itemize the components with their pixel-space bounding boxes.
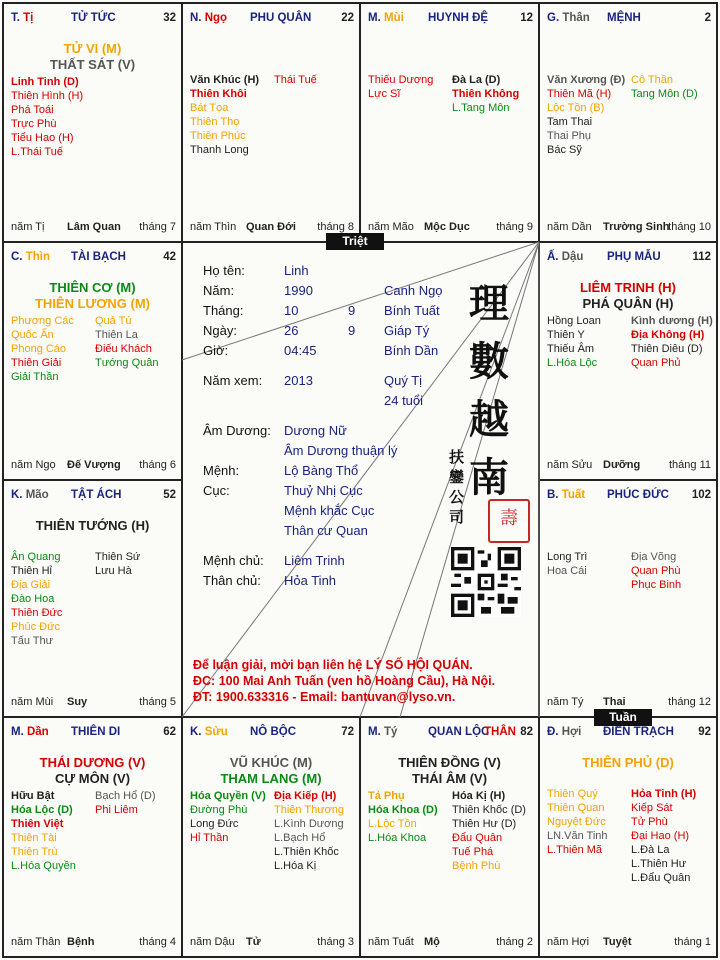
day-solar: 26 — [284, 323, 299, 338]
palace-number: 92 — [698, 726, 711, 738]
minor-star: LN.Văn Tinh — [547, 830, 608, 842]
minor-star: Hoa Cái — [547, 565, 587, 577]
palace-header — [190, 12, 354, 28]
minor-star: Thiên Đức — [11, 607, 63, 619]
minor-star: Quan Phù — [631, 565, 681, 577]
palace-header — [11, 726, 176, 742]
major-star: PHÁ QUÂN (H) — [582, 296, 674, 311]
minor-stars-right — [452, 73, 519, 115]
palace-number: 52 — [163, 489, 176, 501]
palace-month: tháng 9 — [496, 221, 533, 233]
major-star: CỰ MÔN (V) — [54, 771, 131, 786]
palace-year: năm Hợi — [547, 936, 590, 948]
minor-stars-right — [631, 73, 698, 101]
than-cu-value: Thân cư Quan — [284, 523, 368, 538]
palace-branch: T. Tị — [11, 12, 34, 24]
palace-month: tháng 7 — [139, 221, 176, 233]
palace-header — [547, 12, 711, 28]
minor-star: Thiên Quý — [547, 788, 598, 800]
palace-name: PHỤ MẪU — [607, 251, 661, 263]
palace-month: tháng 6 — [139, 459, 176, 471]
minor-star: Đường Phù — [190, 804, 248, 816]
minor-star: Thai Phụ — [547, 130, 592, 142]
minor-star: L.Đẩu Quân — [631, 872, 691, 884]
palace-dan — [3, 717, 182, 957]
minor-star: L.Lộc Tồn — [368, 818, 417, 830]
major-stars — [3, 280, 182, 312]
palace-name: NÔ BỘC — [250, 726, 296, 738]
palace-name: HUYNH ĐỆ — [428, 12, 489, 24]
hour-can: Bính Dần — [384, 343, 439, 358]
minor-stars-left — [11, 75, 83, 159]
amduong-value: Dương Nữ — [284, 423, 347, 438]
major-star: THẤT SÁT (V) — [49, 57, 136, 72]
minor-star: L.Kình Dương — [274, 818, 344, 830]
minor-stars-right — [274, 789, 344, 873]
palace-stage: Lâm Quan — [67, 221, 121, 233]
minor-star: Kình dương (H) — [631, 315, 713, 327]
palace-number: 22 — [341, 12, 354, 24]
minor-star: Tấu Thư — [11, 635, 54, 647]
palace-number: 112 — [692, 251, 711, 263]
minor-star: Thiên Việt — [11, 818, 64, 830]
minor-stars-left — [368, 789, 438, 845]
minor-star: Nguyệt Đức — [547, 816, 606, 828]
palace-footer — [368, 936, 533, 950]
minor-star: Thiên Thọ — [190, 116, 240, 128]
qr-code-image — [451, 547, 521, 617]
minor-star: Bát Tọa — [190, 102, 229, 114]
minor-star: Phượng Các — [11, 315, 74, 327]
minor-stars-left — [11, 550, 62, 648]
minor-star: Thiên Trù — [11, 846, 58, 858]
palace-footer — [11, 221, 176, 235]
palace-than — [539, 3, 717, 242]
menh-value: Lộ Bàng Thổ — [284, 463, 359, 478]
minor-stars-left — [190, 73, 259, 157]
minor-star: Bệnh Phù — [452, 860, 501, 872]
amduong-label: Âm Dương: — [203, 423, 271, 438]
palace-name: TÀI BẠCH — [71, 251, 126, 263]
day-can: Giáp Tý — [384, 323, 430, 338]
minor-stars-right — [95, 550, 140, 578]
minor-star: Lộc Tồn (B) — [547, 102, 605, 114]
palace-name: TẬT ÁCH — [71, 489, 122, 501]
major-star: THIÊN CƠ (M) — [49, 280, 136, 295]
month-can: Bính Tuất — [384, 303, 440, 318]
minor-star: Thiên Khốc (D) — [452, 804, 526, 816]
palace-header — [190, 726, 354, 742]
palace-dau — [539, 242, 717, 480]
minor-star: Quan Phủ — [631, 357, 681, 369]
minor-stars-right — [452, 789, 526, 873]
palace-month: tháng 4 — [139, 936, 176, 948]
minor-star: Giải Thần — [11, 371, 59, 383]
palace-month: tháng 11 — [668, 459, 711, 471]
minor-star: Tiểu Hao (H) — [11, 132, 74, 144]
major-star: THAM LANG (M) — [220, 771, 322, 786]
minor-star: Tam Thai — [547, 116, 593, 128]
palace-suu — [182, 717, 360, 957]
palace-stage: Trường Sinh — [603, 221, 670, 233]
minor-star: Phong Cáo — [11, 343, 67, 355]
palace-footer — [11, 936, 176, 950]
palace-branch: N. Ngọ — [190, 12, 228, 24]
minor-star: Quốc Ấn — [11, 329, 54, 341]
red-seal-stamp: 壽 — [488, 499, 530, 543]
major-star: VŨ KHÚC (M) — [229, 755, 313, 770]
palace-name: PHU QUÂN — [250, 12, 312, 24]
minor-star: Thiên Không — [452, 88, 520, 100]
minor-star: L.Hóa Kị — [274, 860, 317, 872]
palace-branch: K. Mão — [11, 489, 49, 501]
minor-star: Quả Tú — [95, 315, 132, 327]
month-lunar: 9 — [348, 303, 356, 318]
palace-footer — [547, 221, 711, 235]
palace-stage: Bệnh — [67, 936, 95, 948]
minor-star: Phục Binh — [631, 579, 682, 591]
palace-tuat — [539, 480, 717, 717]
contact-line-2: ĐC: 100 Mai Anh Tuấn (ven hồ Hoàng Cầu), Hà Nội. — [193, 674, 496, 688]
major-stars — [3, 755, 182, 787]
palace-header — [368, 726, 533, 742]
minor-stars-left — [11, 314, 74, 384]
minor-stars-right — [631, 787, 696, 885]
palace-footer — [547, 936, 711, 950]
palace-number: 102 — [691, 489, 711, 501]
than-chu-label: Thân chủ: — [203, 573, 261, 588]
major-star: THIÊN PHỦ (D) — [582, 755, 674, 770]
major-star: THIÊN ĐỒNG (V) — [398, 755, 501, 770]
minor-star: Ân Quang — [11, 551, 61, 563]
minor-stars-left — [547, 73, 625, 157]
cuc-value: Thuỷ Nhị Cục — [284, 483, 363, 498]
major-stars — [182, 755, 360, 787]
minor-star: L.Hóa Lộc — [547, 357, 598, 369]
palace-branch: Ấ. Dậu — [547, 251, 584, 263]
palace-month: tháng 3 — [317, 936, 354, 948]
minor-star: L.Bạch Hổ — [274, 832, 326, 844]
palace-header — [11, 12, 176, 28]
minor-star: L.Hóa Quyền — [11, 860, 76, 872]
palace-year: năm Thân — [11, 936, 61, 948]
palace-month: tháng 2 — [496, 936, 533, 948]
day-label: Ngày: — [203, 323, 237, 338]
palace-stage: Mộ — [424, 936, 440, 948]
palace-thin — [3, 242, 182, 480]
minor-star: Thiên Phúc — [190, 130, 246, 142]
minor-star: Thanh Long — [190, 144, 249, 156]
minor-stars-left — [547, 550, 587, 578]
palace-footer — [11, 459, 176, 473]
palace-number: 2 — [704, 12, 711, 24]
minor-star: Tuế Phá — [452, 846, 494, 858]
minor-star: Hóa Quyền (V) — [190, 790, 266, 802]
minor-star: Thiên Giải — [11, 357, 62, 369]
age-value: 24 tuổi — [384, 393, 424, 408]
palace-year: năm Mùi — [11, 696, 54, 708]
than-marker: THÂN — [484, 726, 516, 738]
major-star: THIÊN LƯƠNG (M) — [34, 296, 151, 311]
palace-month: tháng 12 — [668, 696, 711, 708]
minor-stars-right — [95, 789, 156, 817]
palace-ty — [360, 717, 539, 957]
minor-star: L.Tang Môn — [452, 102, 510, 114]
palace-month: tháng 1 — [674, 936, 711, 948]
palace-number: 12 — [520, 12, 533, 24]
palace-month: tháng 10 — [668, 221, 711, 233]
minor-star: Bác Sỹ — [547, 144, 582, 156]
palace-footer — [547, 696, 711, 710]
minor-star: Thiên Sứ — [95, 551, 141, 563]
major-star: TỬ VI (M) — [63, 41, 122, 56]
menh-chu-label: Mệnh chủ: — [203, 553, 264, 568]
minor-star: L.Thiên Hư — [631, 858, 687, 870]
minor-stars-left — [368, 73, 433, 101]
minor-star: Hỉ Thần — [190, 832, 229, 844]
minor-stars-left — [11, 789, 76, 873]
palace-header — [547, 489, 711, 505]
cuc-note: Mệnh khắc Cục — [284, 503, 375, 518]
minor-star: Lực Sĩ — [368, 88, 401, 100]
palace-branch: B. Tuất — [547, 489, 586, 501]
major-stars — [539, 280, 717, 312]
minor-star: Văn Khúc (H) — [190, 74, 260, 86]
palace-branch: C. Thìn — [11, 251, 50, 263]
palace-name: MỆNH — [607, 12, 641, 24]
major-star: THIÊN TƯỚNG (H) — [35, 518, 150, 533]
palace-footer — [547, 459, 711, 473]
month-solar: 10 — [284, 303, 299, 318]
major-stars — [3, 41, 182, 73]
palace-ngo — [182, 3, 360, 242]
palace-year: năm Sửu — [547, 459, 593, 471]
minor-star: Long Đức — [190, 818, 239, 830]
minor-stars-right — [631, 314, 713, 370]
palace-branch: M. Tý — [368, 726, 398, 738]
minor-stars-left — [547, 787, 608, 857]
palace-year: năm Tý — [547, 696, 584, 708]
palace-header — [368, 12, 533, 28]
minor-star: Tử Phù — [631, 816, 668, 828]
palace-stage: Thai — [603, 696, 626, 708]
minor-star: Phúc Đức — [11, 621, 60, 633]
minor-star: Hỏa Tinh (H) — [631, 788, 697, 800]
month-label: Tháng: — [203, 303, 244, 318]
year-value: 1990 — [284, 283, 313, 298]
minor-star: Kiếp Sát — [631, 802, 673, 814]
minor-star: Thiên Mã (H) — [547, 88, 612, 100]
minor-star: Thiên Diêu (D) — [631, 343, 703, 355]
minor-star: Điếu Khách — [95, 343, 152, 355]
minor-star: Thiên Hư (D) — [452, 818, 517, 830]
palace-header — [11, 251, 176, 267]
calligraphy-char-3: 越 — [469, 396, 509, 443]
minor-star: Thiên Quan — [547, 802, 605, 814]
name-label: Họ tên: — [203, 263, 245, 278]
minor-star: L.Hóa Khoa — [368, 832, 427, 844]
minor-star: Phá Toái — [11, 104, 54, 116]
view-year-label: Năm xem: — [203, 373, 263, 388]
center-info-panel — [181, 242, 539, 717]
minor-star: Thiên Y — [547, 329, 585, 341]
major-star: THÁI DƯƠNG (V) — [39, 755, 146, 770]
than-chu-value: Hỏa Tinh — [284, 573, 337, 588]
palace-footer — [368, 221, 533, 235]
calligraphy-char-4: 南 — [469, 454, 509, 501]
palace-branch: Đ. Hợi — [547, 726, 582, 738]
palace-number: 82 — [520, 726, 533, 738]
major-star: THÁI ÂM (V) — [411, 771, 488, 786]
minor-stars-right — [274, 73, 317, 87]
palace-name: THIÊN DI — [71, 726, 121, 738]
minor-stars-left — [547, 314, 601, 370]
minor-star: Lưu Hà — [95, 565, 132, 577]
minor-star: L.Thiên Khốc — [274, 846, 339, 858]
name-value: Linh — [284, 263, 309, 278]
palace-stage: Tuyệt — [603, 936, 632, 948]
minor-star: Thiên Khôi — [190, 88, 247, 100]
minor-stars-left — [190, 789, 266, 845]
minor-star: Hữu Bật — [11, 790, 55, 802]
vertical-company-text: 扶 鑾 公 司 — [449, 448, 465, 526]
palace-stage: Suy — [67, 696, 88, 708]
major-stars — [539, 755, 717, 771]
cuc-label: Cục: — [203, 483, 230, 498]
minor-star: Hồng Loan — [547, 315, 601, 327]
palace-header — [11, 489, 176, 505]
day-lunar: 9 — [348, 323, 356, 338]
minor-star: Phi Liêm — [95, 804, 138, 816]
minor-star: Đại Hao (H) — [631, 830, 690, 842]
minor-star: Địa Không (H) — [631, 329, 705, 341]
year-can: Canh Ngọ — [384, 283, 443, 298]
palace-number: 62 — [163, 726, 176, 738]
palace-stage: Tử — [246, 936, 261, 948]
minor-star: Bạch Hổ (D) — [95, 790, 156, 802]
minor-star: Thiên Thương — [274, 804, 345, 816]
minor-star: L.Thái Tuế — [11, 146, 63, 158]
palace-ti — [3, 3, 182, 242]
palace-year: năm Dậu — [190, 936, 235, 948]
minor-star: Địa Võng — [631, 551, 677, 563]
palace-footer — [190, 936, 354, 950]
triet-marker: Triệt — [326, 233, 384, 250]
palace-year: năm Dần — [547, 221, 592, 233]
minor-star: L.Đà La — [631, 844, 670, 856]
palace-stage: Quan Đới — [246, 221, 296, 233]
minor-stars-right — [631, 550, 681, 592]
major-stars — [3, 518, 182, 534]
minor-star: Đào Hoa — [11, 593, 55, 605]
minor-star: Văn Xương (Đ) — [547, 74, 626, 86]
minor-star: Đẩu Quân — [452, 832, 503, 844]
minor-star: Địa Kiếp (H) — [274, 790, 337, 802]
view-year-value: 2013 — [284, 373, 313, 388]
palace-year: năm Thìn — [190, 221, 237, 233]
palace-stage: Mộc Dục — [424, 221, 470, 233]
minor-star: Tướng Quân — [95, 357, 159, 369]
year-label: Năm: — [203, 283, 235, 298]
palace-name: QUAN LỘC — [428, 726, 490, 738]
minor-star: Long Trì — [547, 551, 588, 563]
minor-star: Tả Phụ — [368, 790, 405, 802]
palace-year: năm Ngọ — [11, 459, 56, 471]
minor-stars-right — [95, 314, 159, 370]
palace-branch: K. Sửu — [190, 726, 228, 738]
palace-branch: M. Mùi — [368, 12, 404, 24]
palace-number: 42 — [163, 251, 176, 263]
minor-star: Hóa Lộc (D) — [11, 804, 73, 816]
palace-year: năm Tị — [11, 221, 45, 233]
palace-stage: Đế Vượng — [67, 459, 121, 471]
palace-name: ĐIỀN TRẠCH — [603, 726, 674, 738]
minor-star: Thiên Hình (H) — [11, 90, 84, 102]
minor-star: Thiếu Âm — [547, 343, 595, 355]
palace-hoi — [539, 717, 717, 957]
palace-month: tháng 5 — [139, 696, 176, 708]
palace-year: năm Mão — [368, 221, 414, 233]
hour-value: 04:45 — [284, 343, 317, 358]
palace-branch: M. Dần — [11, 726, 49, 738]
palace-mui — [360, 3, 539, 242]
palace-stage: Dưỡng — [603, 459, 641, 471]
contact-line-3: ĐT: 1900.633316 - Email: bantuvan@lyso.vn. — [193, 690, 456, 704]
palace-mao — [3, 480, 182, 717]
palace-header — [547, 251, 711, 267]
minor-star: Tang Môn (D) — [631, 88, 698, 100]
minor-star: Thiếu Dương — [368, 74, 434, 86]
palace-number: 72 — [341, 726, 354, 738]
calligraphy-char-2: 數 — [469, 338, 509, 385]
minor-star: Cô Thần — [631, 74, 673, 86]
menh-label: Mệnh: — [203, 463, 240, 478]
amduong-note: Âm Dương thuận lý — [284, 443, 398, 458]
palace-name: PHÚC ĐỨC — [607, 489, 669, 501]
minor-star: Địa Giải — [11, 579, 51, 591]
minor-star: Thái Tuế — [274, 74, 317, 86]
palace-branch: G. Thân — [547, 12, 590, 24]
contact-line-1: Để luận giải, mời bạn liên hệ LÝ SỐ HỘI QUÁN. — [193, 658, 473, 672]
tuan-marker: Tuần — [594, 709, 652, 726]
palace-footer — [11, 696, 176, 710]
palace-number: 32 — [163, 12, 176, 24]
hour-label: Giờ: — [203, 343, 229, 358]
minor-star: Hóa Kị (H) — [452, 790, 506, 802]
minor-star: Thiên La — [95, 329, 138, 341]
minor-star: Đà La (D) — [452, 74, 501, 86]
minor-star: L.Thiên Mã — [547, 844, 603, 856]
palace-name: TỬ TỨC — [71, 12, 116, 24]
palace-header — [547, 726, 711, 742]
minor-star: Thiên Tài — [11, 832, 57, 844]
major-star: LIÊM TRINH (H) — [579, 280, 677, 295]
calligraphy-char-1: 理 — [469, 280, 509, 327]
minor-star: Thiên Hỉ — [11, 565, 52, 577]
menh-chu-value: Liêm Trinh — [284, 553, 345, 568]
minor-star: Hóa Khoa (D) — [368, 804, 438, 816]
palace-year: năm Tuất — [368, 936, 414, 948]
minor-star: Trực Phù — [11, 118, 57, 130]
view-year-can: Quý Tị — [384, 373, 423, 388]
palace-month: tháng 8 — [317, 221, 354, 233]
minor-star: Linh Tinh (D) — [11, 76, 79, 88]
major-stars — [360, 755, 539, 787]
